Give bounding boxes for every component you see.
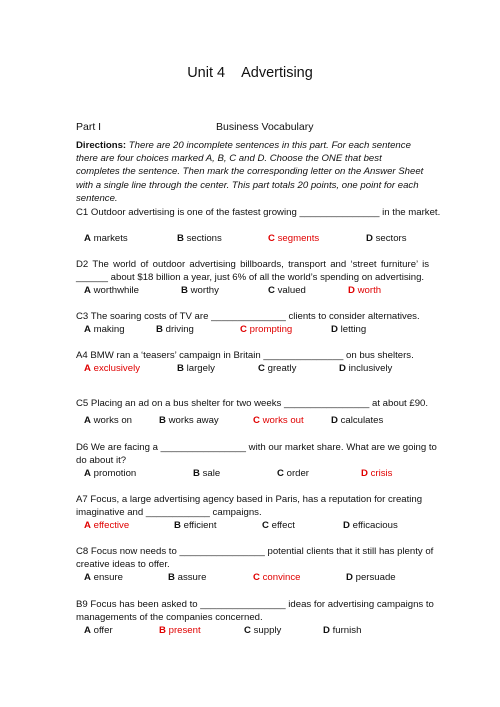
option-a-answer[interactable]: A effective: [84, 520, 130, 531]
question-8: [76, 545, 434, 571]
page-title: [0, 65, 500, 81]
question-line: C3 The soaring costs of TV are ______________ clients to consider alternatives.: [76, 311, 420, 322]
option-a[interactable]: A making: [84, 324, 125, 335]
option-a[interactable]: A markets: [84, 233, 128, 244]
option-b[interactable]: B works away: [159, 415, 219, 426]
question-line: B9 Focus has been asked to ________________ ideas for advertising campaigns to: [76, 599, 434, 610]
question-1: [76, 206, 441, 219]
question-line: creative ideas to offer.: [76, 559, 170, 571]
option-a[interactable]: A worthwhile: [84, 285, 139, 296]
option-b[interactable]: B efficient: [174, 520, 217, 531]
option-c-answer[interactable]: C segments: [268, 233, 320, 244]
option-c-answer[interactable]: C prompting: [240, 324, 293, 335]
question-line: ______ about $18 billion a year, just 6% of all the world’s spending on advertising.: [76, 272, 425, 284]
option-d[interactable]: D inclusively: [339, 363, 393, 374]
question-4: [76, 349, 428, 362]
option-c[interactable]: C order: [277, 468, 310, 479]
question-9: [76, 598, 434, 624]
question-line: do about it?: [76, 455, 127, 467]
option-a[interactable]: A works on: [84, 415, 132, 426]
question-line: A4 BMW ran a ‘teasers’ campaign in Britain _______________ on bus shelters.: [76, 350, 414, 361]
question-3: [76, 310, 428, 323]
part-label: Part I: [76, 121, 102, 133]
option-d-answer[interactable]: D crisis: [361, 468, 393, 479]
question-5: [76, 397, 428, 410]
part-heading: Business Vocabulary: [216, 121, 314, 133]
question-line: managements of the companies concerned.: [76, 612, 263, 624]
option-d[interactable]: D calculates: [331, 415, 384, 426]
question-line: C1 Outdoor advertising is one of the fastest growing _______________ in the market.: [76, 207, 441, 218]
option-d-answer[interactable]: D worth: [348, 285, 382, 296]
question-line: D6 We are facing a ________________ with our market share. What are we going to: [76, 442, 437, 453]
option-b[interactable]: B largely: [177, 363, 215, 374]
question-line: imaginative and ____________ campaigns.: [76, 507, 262, 519]
question-line: C5 Placing an ad on a bus shelter for two weeks ________________ at about £90.: [76, 398, 429, 409]
option-b[interactable]: B worthy: [181, 285, 219, 296]
option-d[interactable]: D furnish: [323, 625, 362, 636]
option-c[interactable]: C greatly: [258, 363, 297, 374]
option-a-answer[interactable]: A exclusively: [84, 363, 140, 374]
option-d[interactable]: D sectors: [366, 233, 407, 244]
option-a[interactable]: A promotion: [84, 468, 137, 479]
question-6: [76, 441, 437, 467]
option-a[interactable]: A offer: [84, 625, 113, 636]
option-c-answer[interactable]: C convince: [253, 572, 301, 583]
option-c[interactable]: C valued: [268, 285, 306, 296]
option-c-answer[interactable]: C works out: [253, 415, 304, 426]
directions-label: Directions:: [76, 140, 127, 151]
option-d[interactable]: D persuade: [346, 572, 396, 583]
option-b[interactable]: B sale: [193, 468, 221, 479]
option-b[interactable]: B assure: [168, 572, 207, 583]
directions: [76, 139, 428, 205]
option-c[interactable]: C supply: [244, 625, 282, 636]
option-d[interactable]: D efficacious: [343, 520, 398, 531]
directions-text: There are 20 incomplete sentences in this part. For each sentence there are four choices marked A, B, C and D. Choose the ONE that best completes the sentence. Then mark the corresponding letter on the Answer Sheet with a single line through the center. This part totals 20 points, one point for each sentence.: [76, 140, 424, 204]
question-line: A7 Focus, a large advertising agency based in Paris, has a reputation for creating: [76, 494, 423, 505]
option-b[interactable]: B sections: [177, 233, 222, 244]
option-b[interactable]: B driving: [156, 324, 194, 335]
option-d[interactable]: D letting: [331, 324, 367, 335]
option-c[interactable]: C effect: [262, 520, 295, 531]
question-7: [76, 493, 428, 519]
unit-label: Unit 4: [187, 65, 226, 81]
option-a[interactable]: A ensure: [84, 572, 123, 583]
unit-topic: Advertising: [241, 65, 313, 81]
question-2: [76, 258, 428, 284]
option-b-answer[interactable]: B present: [159, 625, 201, 636]
question-line: C8 Focus now needs to ________________ potential clients that it still has plenty of: [76, 546, 434, 557]
question-line: D2 The world of outdoor advertising billboards, transport and ‘street furniture’ is: [76, 259, 430, 270]
